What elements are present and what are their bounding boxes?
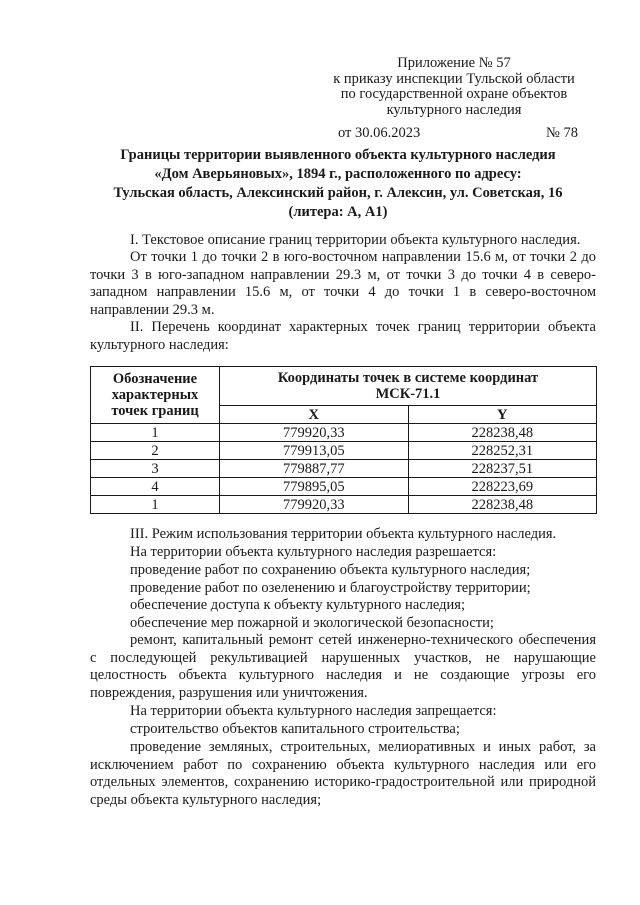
appendix-order-line: к приказу инспекции Тульской области (333, 70, 575, 87)
forbidden-item: строительство объектов капитального строительства; (130, 721, 460, 737)
table-row (91, 478, 597, 496)
allowed-item: проведение работ по сохранению объекта культурного наследия; (130, 562, 531, 578)
table-cell-y: 228252,31 (408, 442, 597, 460)
appendix-authority-line-2: культурного наследия (386, 101, 522, 118)
appendix-number: Приложение № 57 (397, 55, 511, 71)
table-cell-point: 1 (91, 496, 220, 514)
title-line-2: «Дом Аверьяновых», 1894 г., расположенного по адресу: (154, 166, 522, 182)
table-row (91, 496, 597, 514)
table-cell-x: 779895,05 (220, 478, 409, 496)
table-cell-y: 228238,48 (408, 496, 597, 514)
section-3-heading: III. Режим использования территории объекта культурного наследия. (130, 526, 557, 542)
table-cell-y: 228223,69 (408, 478, 597, 496)
allowed-item-repair: ремонт, капитальный ремонт сетей инженерно-технического обеспечения с последующей рекультивацией нарушенных участков, не нарушающие целостность объекта культурного наследия и не создающие угрозы его повреждения, разрушения или уничтожения. (90, 632, 596, 701)
table-row (91, 424, 597, 442)
table-row (91, 460, 597, 478)
order-number: № 78 (546, 125, 578, 141)
col-point-header: Обозначение характерных точек границ (91, 367, 220, 424)
table-cell-y: 228238,48 (408, 424, 597, 442)
table-cell-x: 779887,77 (220, 460, 409, 478)
forbidden-intro: На территории объекта культурного наследия запрещается: (130, 703, 497, 719)
x-header: X (220, 406, 409, 424)
coordinates-table (90, 366, 597, 514)
section-2-heading: II. Перечень координат характерных точек границ территории объекта культурного наследия: (90, 319, 596, 353)
appendix-authority-line: по государственной охране объектов (340, 86, 568, 102)
allowed-list (90, 562, 596, 632)
title-line-4: (литера: А, А1) (288, 204, 388, 220)
coord-system-header: Координаты точек в системе координат МСК-71.1 (220, 367, 597, 406)
order-date-number (318, 126, 590, 142)
allowed-item: обеспечение мер пожарной и экологической безопасности; (130, 614, 494, 631)
table-row (91, 442, 597, 460)
table-cell-x: 779920,33 (220, 424, 409, 442)
allowed-intro: На территории объекта культурного наследия разрешается: (130, 544, 497, 560)
title-line-1: Границы территории выявленного объекта культурного наследия (120, 147, 556, 163)
table-cell-point: 4 (91, 478, 220, 496)
title-line-3: Тульская область, Алексинский район, г. Алексин, ул. Советская, 16 (113, 185, 563, 201)
order-date: от 30.06.2023 (338, 125, 421, 141)
document-title (80, 146, 596, 222)
table-cell-x: 779913,05 (220, 442, 409, 460)
appendix-header (318, 56, 590, 142)
forbidden-item: проведение земляных, строительных, мелиоративных и иных работ, за исключением работ по сохранению объекта культурного наследия или его отдельных элементов, сохранению историко-градостроительной или природной среды объекта культурного наследия; (90, 739, 596, 808)
y-header: Y (408, 406, 597, 424)
section-1-heading: I. Текстовое описание границ территории объекта культурного наследия. (130, 232, 581, 248)
table-cell-y: 228237,51 (408, 460, 597, 478)
table-cell-point: 3 (91, 460, 220, 478)
table-cell-point: 2 (91, 442, 220, 460)
table-cell-x: 779920,33 (220, 496, 409, 514)
section-1-text: От точки 1 до точки 2 в юго-восточном направлении 15.6 м, от точки 2 до точки 3 в юго-западном направлении 29.3 м, от точки 3 до точки 4 в северо-западном направлении 15.6 м, от точки 4 до точки 1 в северо-восточном направлении 29.3 м. (90, 249, 596, 318)
allowed-item: проведение работ по озеленению и благоустройству территории; (130, 579, 531, 596)
table-cell-point: 1 (91, 424, 220, 442)
allowed-item: обеспечение доступа к объекту культурного наследия; (130, 597, 466, 614)
